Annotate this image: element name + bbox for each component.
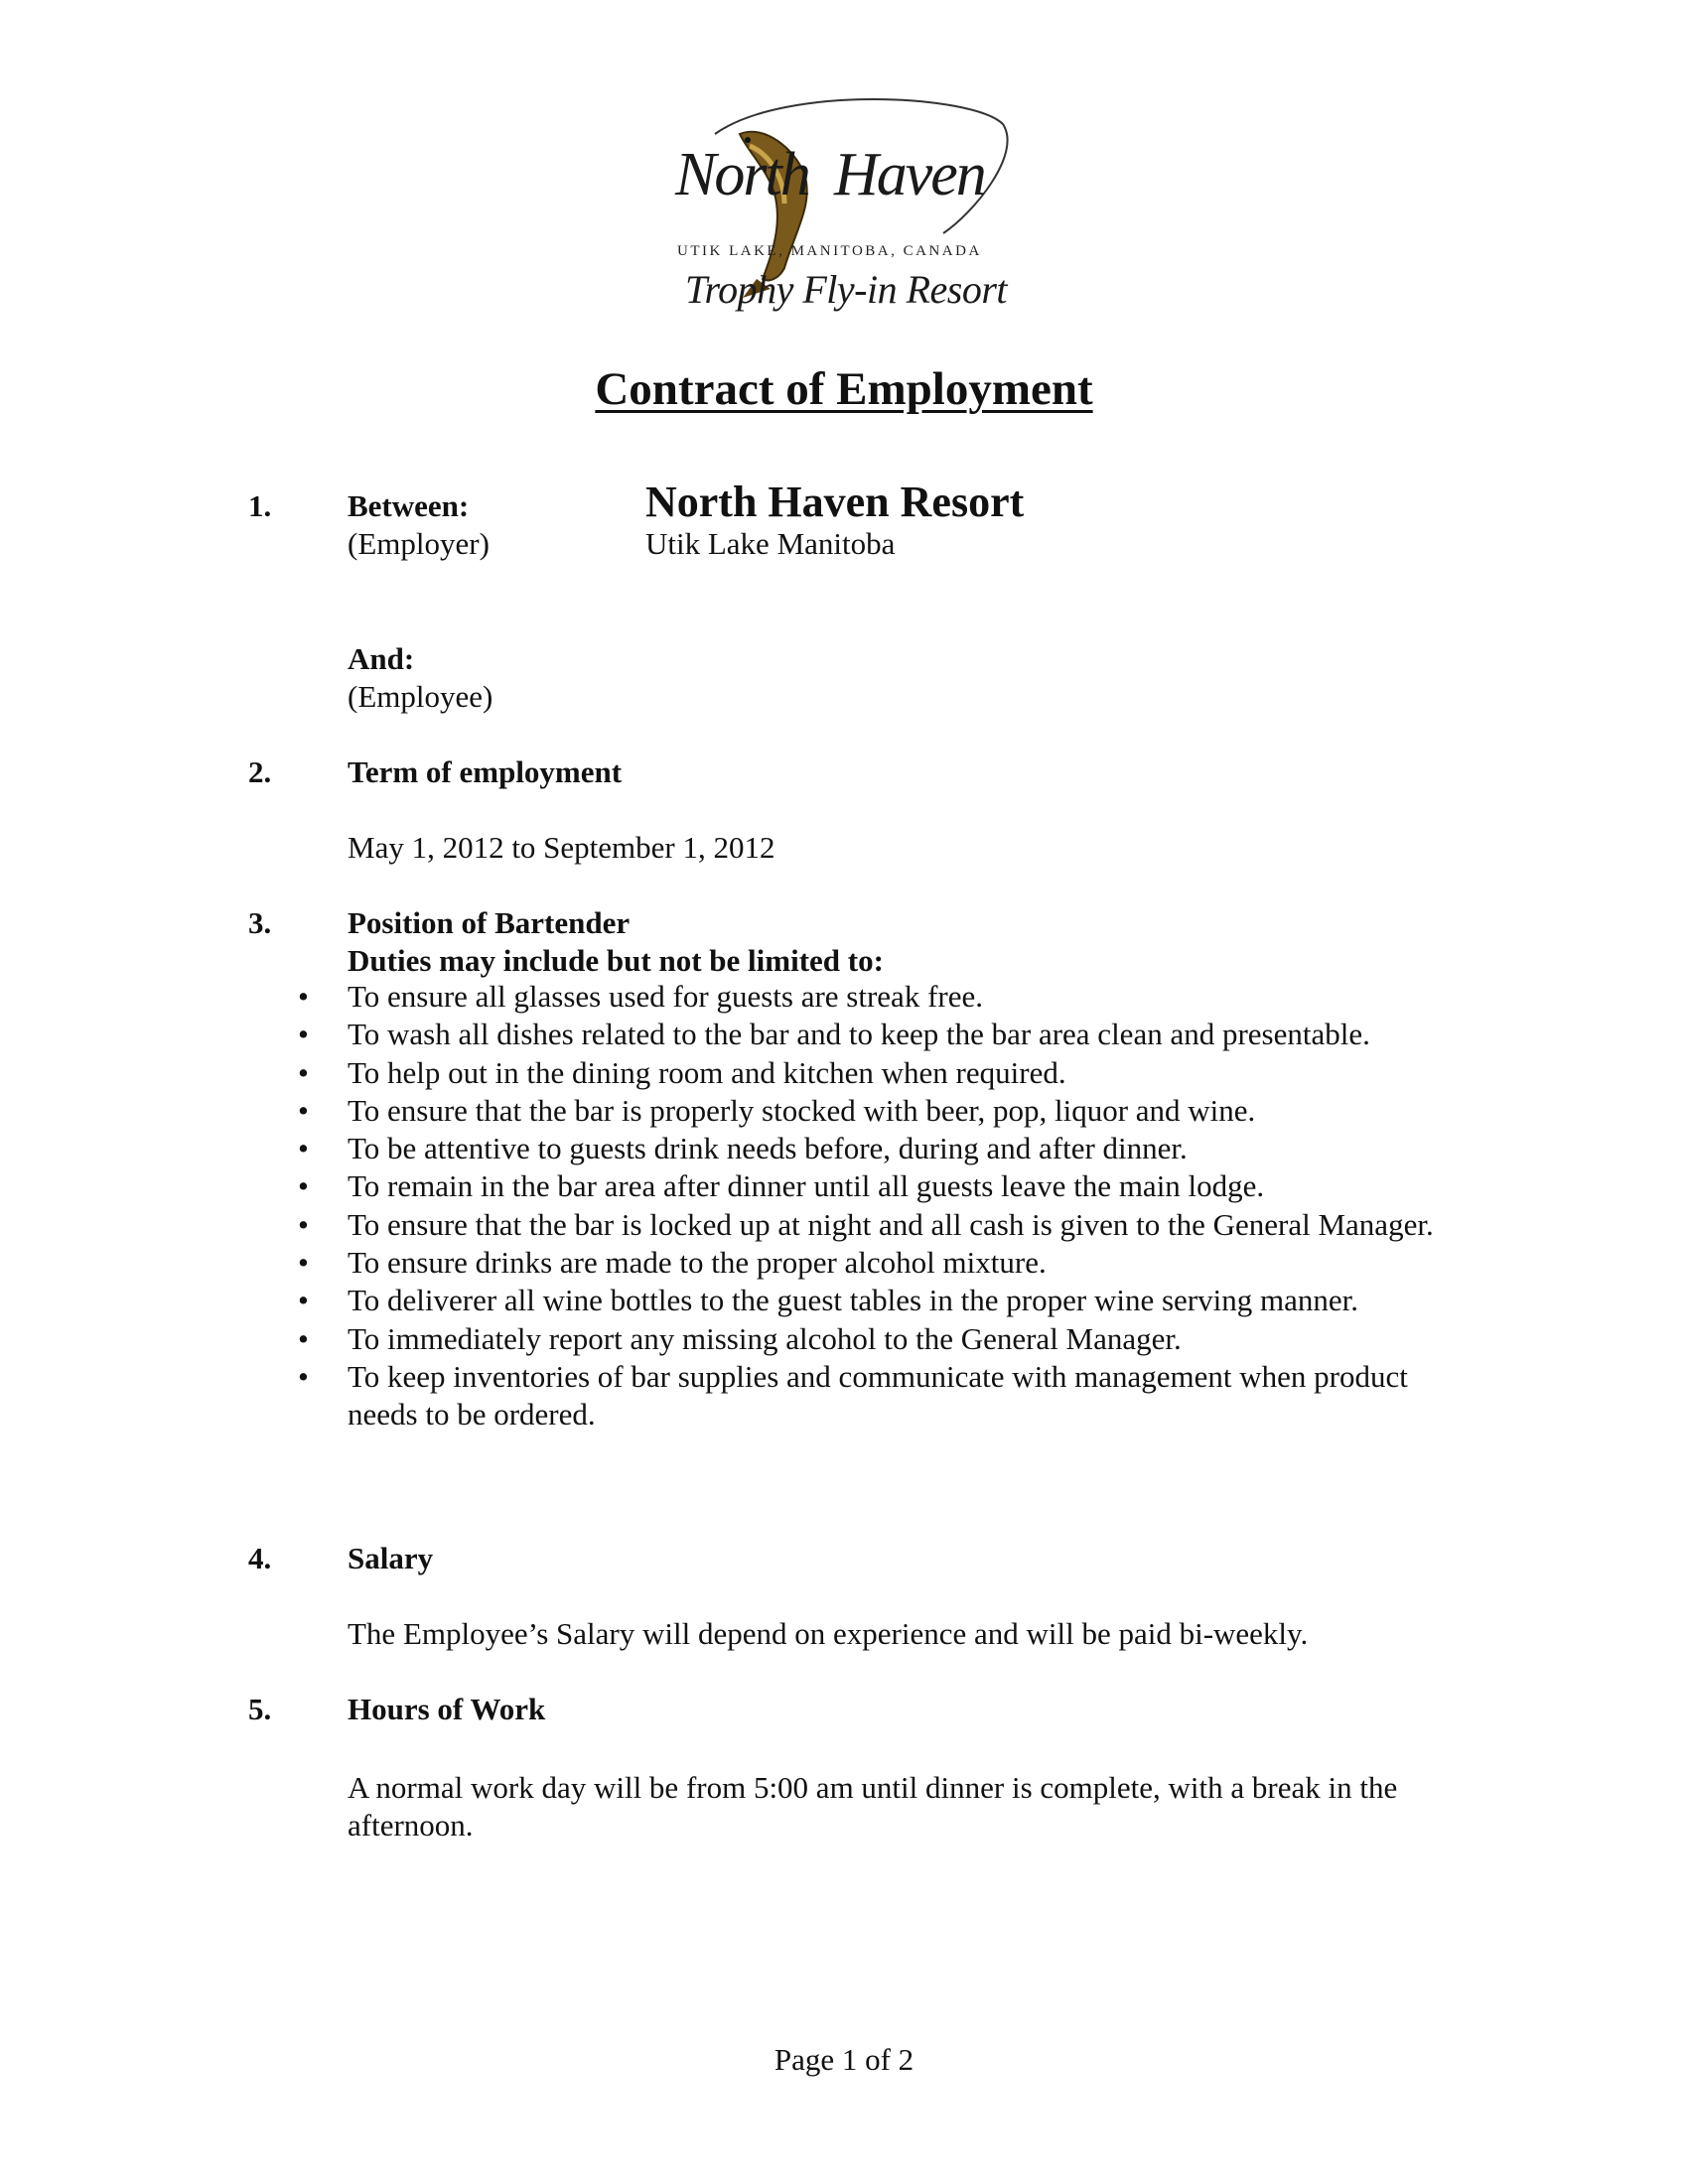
logo-location: UTIK LAKE, MANITOBA, CANADA — [677, 243, 982, 259]
logo-wordmark — [675, 141, 985, 208]
duties-list — [298, 978, 1460, 1434]
page-number: Page 1 of 2 — [774, 2042, 914, 2077]
list-item: • To ensure all glasses used for guests are streak free. — [298, 978, 1460, 1016]
employer-role: (Employer) — [348, 526, 490, 561]
list-item: • To ensure drinks are made to the proper alcohol mixture. — [298, 1244, 1460, 1282]
salary-text: The Employee’s Salary will depend on experience and will be paid bi-weekly. — [348, 1616, 1309, 1651]
list-item: • To ensure that the bar is locked up at night and all cash is given to the General Manager. — [298, 1206, 1460, 1244]
bullet-icon: • — [298, 1320, 309, 1356]
bullet-icon: • — [298, 1245, 309, 1281]
list-item: • To wash all dishes related to the bar and to keep the bar area clean and presentable. — [298, 1016, 1460, 1053]
list-item: • To be attentive to guests drink needs before, during and after dinner. — [298, 1130, 1460, 1167]
employee-role: (Employee) — [348, 679, 493, 714]
hours-text: A normal work day will be from 5:00 am until dinner is complete, with a break in the afternoon. — [348, 1770, 1398, 1843]
list-item: • To remain in the bar area after dinner until all guests leave the main lodge. — [298, 1167, 1460, 1205]
list-item: • To ensure that the bar is properly stocked with beer, pop, liquor and wine. — [298, 1092, 1460, 1130]
section-4-heading: Salary — [348, 1541, 434, 1575]
logo-word-north: North — [675, 141, 809, 208]
section-5-heading: Hours of Work — [348, 1692, 546, 1726]
bullet-icon: • — [298, 1168, 309, 1204]
section-1-number: 1. — [248, 488, 272, 523]
resort-logo — [645, 94, 1023, 333]
bullet-icon: • — [298, 1206, 309, 1242]
bullet-icon: • — [298, 1054, 309, 1090]
section-5-number: 5. — [248, 1692, 272, 1726]
section-2-heading: Term of employment — [348, 754, 623, 789]
employer-location: Utik Lake Manitoba — [645, 526, 896, 561]
section-3-number: 3. — [248, 905, 272, 940]
logo-word-haven: Haven — [834, 141, 985, 208]
list-item: • To deliverer all wine bottles to the guest tables in the proper wine serving manner. — [298, 1282, 1460, 1319]
bullet-icon: • — [298, 1017, 309, 1052]
bullet-icon: • — [298, 1283, 309, 1318]
list-item: • To keep inventories of bar supplies and communicate with management when product needs to be ordered. — [298, 1358, 1408, 1433]
employer-name: North Haven Resort — [645, 478, 1025, 526]
section-1-label: Between: — [348, 488, 470, 523]
and-label: And: — [348, 641, 415, 676]
duties-subheading: Duties may include but not be limited to: — [348, 943, 884, 978]
bullet-icon: • — [298, 979, 309, 1014]
section-4-number: 4. — [248, 1541, 272, 1575]
page-title: Contract of Employment — [595, 363, 1093, 415]
list-item: • To help out in the dining room and kitchen when required. — [298, 1054, 1460, 1092]
bullet-icon: • — [298, 1131, 309, 1166]
bullet-icon: • — [298, 1092, 309, 1128]
logo-tagline: Trophy Fly-in Resort — [685, 267, 1008, 312]
bullet-icon: • — [298, 1358, 309, 1394]
section-3-heading: Position of Bartender — [348, 905, 631, 940]
list-item: • To immediately report any missing alcohol to the General Manager. — [298, 1320, 1460, 1358]
section-2-number: 2. — [248, 754, 272, 789]
term-dates: May 1, 2012 to September 1, 2012 — [348, 830, 775, 865]
